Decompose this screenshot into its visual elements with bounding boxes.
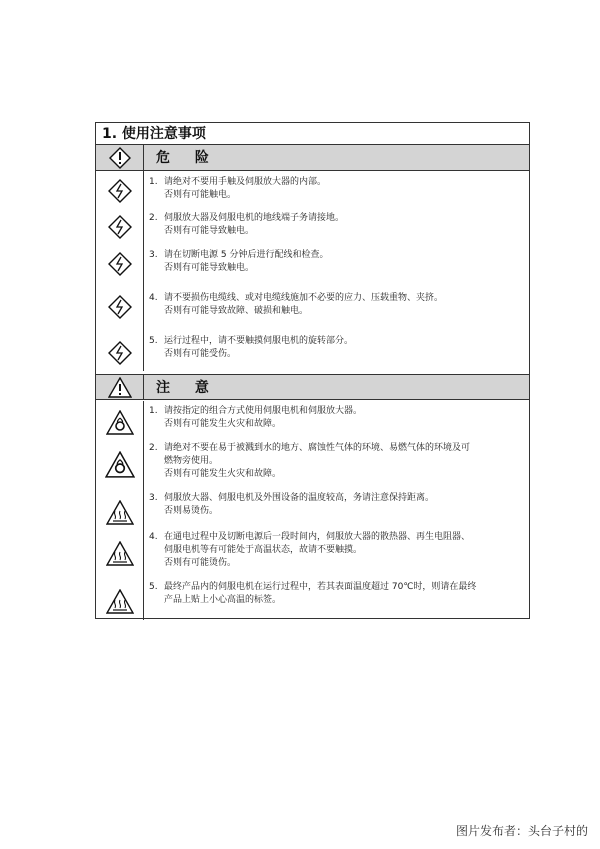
caution-item-2 (96, 442, 529, 492)
caution-item-5 (96, 581, 529, 619)
item-number: 4. (149, 293, 158, 303)
item-text: 运行过程中，请不要触摸伺服电机的旋转部分。 (164, 336, 354, 346)
item-number: 5. (149, 336, 158, 346)
caution-header (96, 374, 529, 400)
electric-shock-diamond-icon (108, 179, 132, 203)
item-consequence: 否则有可能受伤。 (164, 349, 237, 359)
item-text: 请绝对不要在易于被溅到水的地方、腐蚀性气体的环境、易燃气体的环境及可 (164, 443, 471, 453)
danger-item-3 (96, 249, 529, 289)
item-text: 伺服放大器、伺服电机及外围设备的温度较高，务请注意保持距离。 (164, 493, 435, 503)
item-consequence: 否则易烫伤。 (164, 506, 219, 516)
electric-shock-diamond-icon (108, 215, 132, 239)
item-text: 请不要损伤电缆线、或对电缆线施加不必要的应力、压载重物、夹挤。 (164, 293, 444, 303)
caution-label: 注 意 (156, 380, 219, 396)
electric-shock-diamond-icon (108, 341, 132, 365)
danger-header-icon-cell (96, 145, 144, 170)
item-consequence: 否则有可能发生火灾和故障。 (164, 469, 282, 479)
danger-item-5 (96, 335, 529, 371)
item-text: 请绝对不要用手触及伺服放大器的内部。 (164, 177, 327, 187)
electric-shock-diamond-icon (108, 295, 132, 319)
hot-surface-triangle-icon (106, 589, 134, 614)
section-title: 1. 使用注意事项 (96, 123, 529, 145)
item-consequence: 否则有可能导致故障、破损和触电。 (164, 306, 309, 316)
item-number: 3. (149, 493, 158, 503)
item-text: 请在切断电源 5 分钟后进行配线和检查。 (164, 250, 329, 260)
danger-header (96, 145, 529, 171)
hot-surface-triangle-icon (106, 500, 134, 525)
caution-header-icon-cell (96, 375, 144, 399)
danger-item-2 (96, 212, 529, 252)
warning-triangle-icon (108, 377, 132, 398)
item-text-continued: 燃物旁使用。 (164, 456, 219, 466)
item-consequence: 否则有可能发生火灾和故障。 (164, 419, 282, 429)
exclamation-diamond-icon (109, 147, 131, 169)
caution-item-3 (96, 492, 529, 532)
item-number: 2. (149, 213, 158, 223)
publisher-watermark: 图片发布者：头台子村的 (455, 824, 588, 838)
item-text: 在通电过程中及切断电源后一段时间内，伺服放大器的散热器、再生电阻器、 (164, 532, 471, 542)
item-consequence: 否则有可能导致触电。 (164, 263, 255, 273)
electric-shock-diamond-icon (108, 252, 132, 276)
item-text: 伺服放大器及伺服电机的地线端子务请接地。 (164, 213, 345, 223)
item-consequence: 否则有可能烫伤。 (164, 558, 237, 568)
item-number: 2. (149, 443, 158, 453)
danger-item-1 (96, 176, 529, 212)
caution-item-4 (96, 531, 529, 581)
safety-precautions-table (95, 122, 530, 619)
item-number: 1. (149, 177, 158, 187)
item-consequence: 否则有可能导致触电。 (164, 226, 255, 236)
hot-surface-triangle-icon (106, 541, 134, 566)
item-text: 请按指定的组合方式使用伺服电机和伺服放大器。 (164, 406, 363, 416)
item-consequence: 否则有可能触电。 (164, 190, 237, 200)
item-text-continued: 伺服电机等有可能处于高温状态，故请不要触摸。 (164, 545, 363, 555)
item-number: 3. (149, 250, 158, 260)
item-number: 5. (149, 582, 158, 592)
item-number: 1. (149, 406, 158, 416)
item-number: 4. (149, 532, 158, 542)
fire-hazard-triangle-icon (105, 451, 135, 478)
danger-label: 危 险 (156, 150, 219, 166)
caution-item-1 (96, 405, 529, 441)
fire-hazard-triangle-icon (106, 410, 134, 435)
danger-item-4 (96, 292, 529, 332)
item-text-continued: 产品上贴上小心高温的标签。 (164, 595, 282, 605)
item-text: 最终产品内的伺服电机在运行过程中，若其表面温度超过 70℃时，则请在最终 (164, 582, 477, 592)
